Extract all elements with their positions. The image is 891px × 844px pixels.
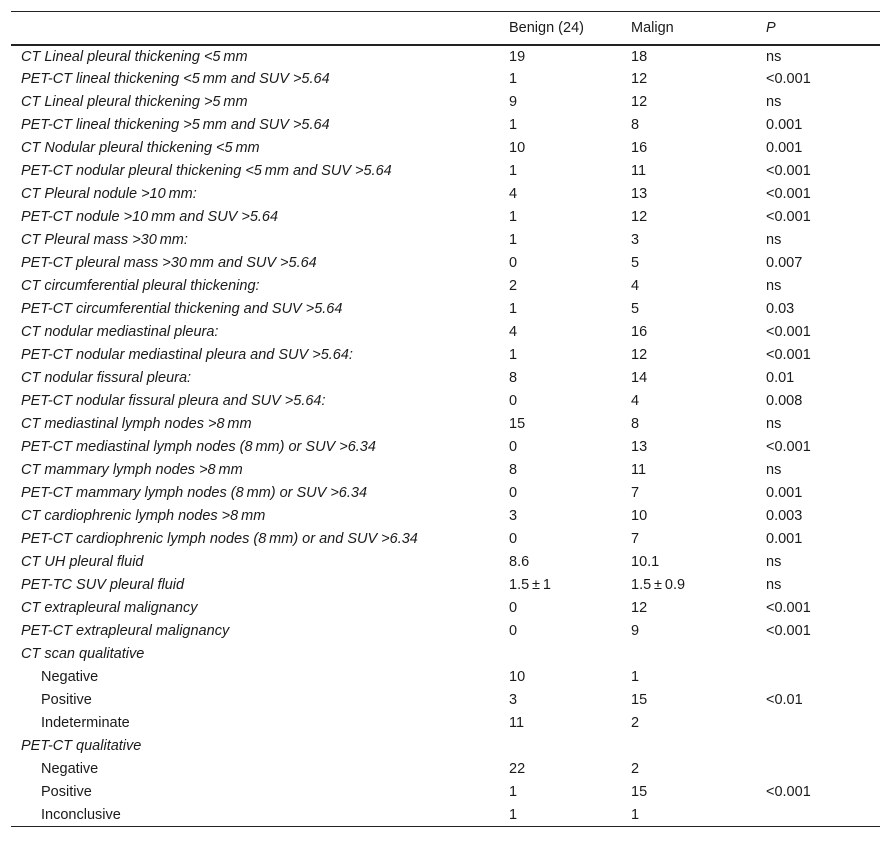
p-value: <0.001: [766, 324, 811, 340]
malign-value: [621, 735, 756, 758]
row-label: CT Lineal pleural thickening <5 mm: [21, 48, 248, 65]
p-value: [756, 643, 880, 666]
p-value: ns: [766, 416, 782, 432]
benign-value: 1: [509, 784, 518, 800]
p-value: 0.007: [766, 255, 803, 271]
row-label: PET-CT nodular fissural pleura and SUV >5.64:: [21, 393, 326, 409]
table-row: [11, 275, 880, 298]
benign-value: 1: [509, 209, 518, 225]
results-table: [11, 11, 880, 827]
table-header-row: [11, 12, 880, 45]
p-value: <0.001: [766, 784, 811, 800]
table-row: [11, 91, 880, 114]
header-label-column: [11, 12, 499, 45]
table-row: [11, 459, 880, 482]
header-benign-column: Benign (24): [499, 12, 621, 45]
malign-value: 13: [631, 439, 648, 455]
benign-value: 1.5 ± 1: [509, 577, 551, 593]
p-value: <0.001: [766, 623, 811, 639]
row-label: Positive: [41, 692, 92, 708]
row-label: CT Pleural nodule >10 mm:: [21, 186, 197, 202]
row-label: CT mediastinal lymph nodes >8 mm: [21, 416, 252, 432]
p-value: ns: [766, 554, 782, 570]
table-row: [11, 390, 880, 413]
benign-value: 1: [509, 71, 518, 87]
malign-value: 1: [621, 804, 756, 827]
benign-value: 10: [509, 669, 526, 685]
benign-value: 15: [509, 416, 526, 432]
table-row: [11, 574, 880, 597]
benign-value: 1: [509, 347, 518, 363]
p-value: [756, 804, 880, 827]
table-row: [11, 781, 880, 804]
malign-value: 12: [631, 71, 648, 87]
row-label: CT Nodular pleural thickening <5 mm: [21, 140, 260, 156]
p-value: 0.003: [766, 508, 803, 524]
table-row: [11, 183, 880, 206]
malign-value: 1.5 ± 0.9: [631, 577, 686, 593]
malign-value: 4: [631, 278, 640, 294]
table-row: [11, 551, 880, 574]
benign-value: 8: [509, 462, 518, 478]
benign-value: 0: [509, 439, 518, 455]
p-value: ns: [766, 278, 782, 294]
table-row: [11, 137, 880, 160]
table-row: [11, 114, 880, 137]
table-row: [11, 252, 880, 275]
malign-value: 8: [631, 117, 640, 133]
benign-value: 4: [509, 186, 518, 202]
table-row: [11, 68, 880, 91]
benign-value: 22: [509, 761, 526, 777]
benign-value: 0: [509, 600, 518, 616]
benign-value: 4: [509, 324, 518, 340]
table-row: [11, 505, 880, 528]
malign-value: 7: [631, 531, 640, 547]
table-row: [11, 758, 880, 781]
row-label: CT scan qualitative: [21, 646, 145, 662]
results-table-container: [11, 11, 880, 827]
benign-value: 3: [509, 508, 518, 524]
benign-value: 1: [509, 117, 518, 133]
table-row: [11, 597, 880, 620]
malign-value: 8: [631, 416, 640, 432]
malign-value: 1: [631, 669, 640, 685]
row-label: Positive: [41, 784, 92, 800]
malign-value: 16: [631, 140, 648, 156]
row-label: Negative: [41, 761, 99, 777]
row-label: CT UH pleural fluid: [21, 554, 144, 570]
malign-value: 13: [631, 186, 648, 202]
row-label: PET-CT nodule >10 mm and SUV >5.64: [21, 209, 279, 225]
p-value: <0.001: [766, 439, 811, 455]
benign-value: 1: [509, 232, 518, 248]
table-row: [11, 689, 880, 712]
row-label: PET-TC SUV pleural fluid: [21, 577, 185, 593]
p-value: <0.001: [766, 600, 811, 616]
p-value: 0.001: [766, 485, 803, 501]
table-row: [11, 666, 880, 689]
row-label: Inconclusive: [11, 804, 499, 827]
malign-value: 5: [631, 301, 640, 317]
malign-value: 7: [631, 485, 640, 501]
p-value: ns: [766, 462, 782, 478]
malign-value: 15: [631, 784, 648, 800]
benign-value: 1: [499, 804, 621, 827]
benign-value: 0: [509, 255, 518, 271]
row-label: PET-CT nodular mediastinal pleura and SUV >5.64:: [21, 347, 353, 363]
malign-value: 2: [631, 761, 640, 777]
p-value: <0.001: [766, 186, 811, 202]
table-row: [11, 482, 880, 505]
row-label: PET-CT mammary lymph nodes (8 mm) or SUV >6.34: [21, 485, 368, 501]
row-label: PET-CT cardiophrenic lymph nodes (8 mm) or and SUV >6.34: [21, 531, 418, 547]
benign-value: 0: [509, 623, 518, 639]
malign-value: 15: [631, 692, 648, 708]
table-row: [11, 367, 880, 390]
row-label: CT Pleural mass >30 mm:: [21, 232, 188, 248]
table-row: [11, 160, 880, 183]
benign-value: [499, 735, 621, 758]
table-row: [11, 229, 880, 252]
benign-value: 11: [509, 715, 525, 731]
row-label: CT nodular fissural pleura:: [21, 370, 192, 386]
row-label: PET-CT extrapleural malignancy: [21, 623, 230, 639]
header-malign-column: Malign: [621, 12, 756, 45]
p-value: <0.01: [766, 692, 803, 708]
row-label: Negative: [41, 669, 99, 685]
p-value: <0.001: [766, 163, 811, 179]
p-value: [756, 666, 880, 689]
benign-value: 10: [509, 140, 526, 156]
benign-value: 0: [509, 531, 518, 547]
table-row: [11, 344, 880, 367]
table-row: [11, 413, 880, 436]
row-label: PET-CT lineal thickening >5 mm and SUV >5.64: [21, 117, 330, 133]
malign-value: 12: [631, 347, 648, 363]
malign-value: 5: [631, 255, 640, 271]
benign-value: 0: [509, 393, 518, 409]
benign-value: 1: [509, 301, 518, 317]
p-value: 0.001: [766, 140, 803, 156]
p-value: [756, 712, 880, 735]
table-row: [11, 45, 880, 68]
malign-value: 10.1: [631, 554, 660, 570]
table-row: [11, 321, 880, 344]
benign-value: 9: [509, 94, 518, 110]
row-label: PET-CT circumferential thickening and SUV >5.64: [21, 301, 343, 317]
p-value: 0.03: [766, 301, 795, 317]
p-value: <0.001: [766, 347, 811, 363]
p-value: <0.001: [766, 209, 811, 225]
p-value: [756, 758, 880, 781]
table-row: [11, 712, 880, 735]
row-label: CT extrapleural malignancy: [21, 600, 198, 616]
table-row: [11, 620, 880, 643]
p-value: 0.001: [766, 117, 803, 133]
p-value: 0.001: [766, 531, 803, 547]
row-label: PET-CT mediastinal lymph nodes (8 mm) or SUV >6.34: [21, 439, 376, 455]
benign-value: [499, 643, 621, 666]
header-p-column: P: [756, 12, 880, 45]
table-row: [11, 804, 880, 827]
p-value: [756, 735, 880, 758]
p-value: ns: [766, 48, 782, 65]
row-label: CT Lineal pleural thickening >5 mm: [21, 94, 248, 110]
table-row: [11, 436, 880, 459]
malign-value: 10: [631, 508, 648, 524]
p-value: <0.001: [766, 71, 811, 87]
malign-value: 18: [631, 48, 648, 65]
benign-value: 0: [509, 485, 518, 501]
table-row: [11, 528, 880, 551]
malign-value: 11: [631, 163, 647, 179]
row-label: CT mammary lymph nodes >8 mm: [21, 462, 243, 478]
table-body: [11, 45, 880, 827]
benign-value: 3: [509, 692, 518, 708]
table-row: [11, 735, 880, 758]
benign-value: 2: [509, 278, 518, 294]
benign-value: 8.6: [509, 554, 530, 570]
row-label: CT cardiophrenic lymph nodes >8 mm: [21, 508, 266, 524]
p-value: ns: [766, 232, 782, 248]
malign-value: 2: [631, 715, 640, 731]
benign-value: 1: [509, 163, 518, 179]
table-row: [11, 643, 880, 666]
benign-value: 8: [509, 370, 518, 386]
p-value: ns: [766, 577, 782, 593]
p-value: 0.01: [766, 370, 795, 386]
malign-value: [621, 643, 756, 666]
row-label: PET-CT lineal thickening <5 mm and SUV >5.64: [21, 71, 330, 87]
malign-value: 4: [631, 393, 640, 409]
malign-value: 12: [631, 94, 648, 110]
p-value: 0.008: [766, 393, 803, 409]
malign-value: 3: [631, 232, 640, 248]
malign-value: 16: [631, 324, 648, 340]
row-label: CT nodular mediastinal pleura:: [21, 324, 219, 340]
row-label: PET-CT pleural mass >30 mm and SUV >5.64: [21, 255, 317, 271]
malign-value: 14: [631, 370, 648, 386]
malign-value: 11: [631, 462, 647, 478]
table-row: [11, 206, 880, 229]
p-value: ns: [766, 94, 782, 110]
row-label: Indeterminate: [41, 715, 130, 731]
malign-value: 9: [631, 623, 640, 639]
malign-value: 12: [631, 209, 648, 225]
benign-value: 19: [509, 48, 526, 65]
table-row: [11, 298, 880, 321]
malign-value: 12: [631, 600, 648, 616]
row-label: PET-CT nodular pleural thickening <5 mm and SUV >5.64: [21, 163, 392, 179]
row-label: PET-CT qualitative: [21, 738, 142, 754]
row-label: CT circumferential pleural thickening:: [21, 278, 260, 294]
